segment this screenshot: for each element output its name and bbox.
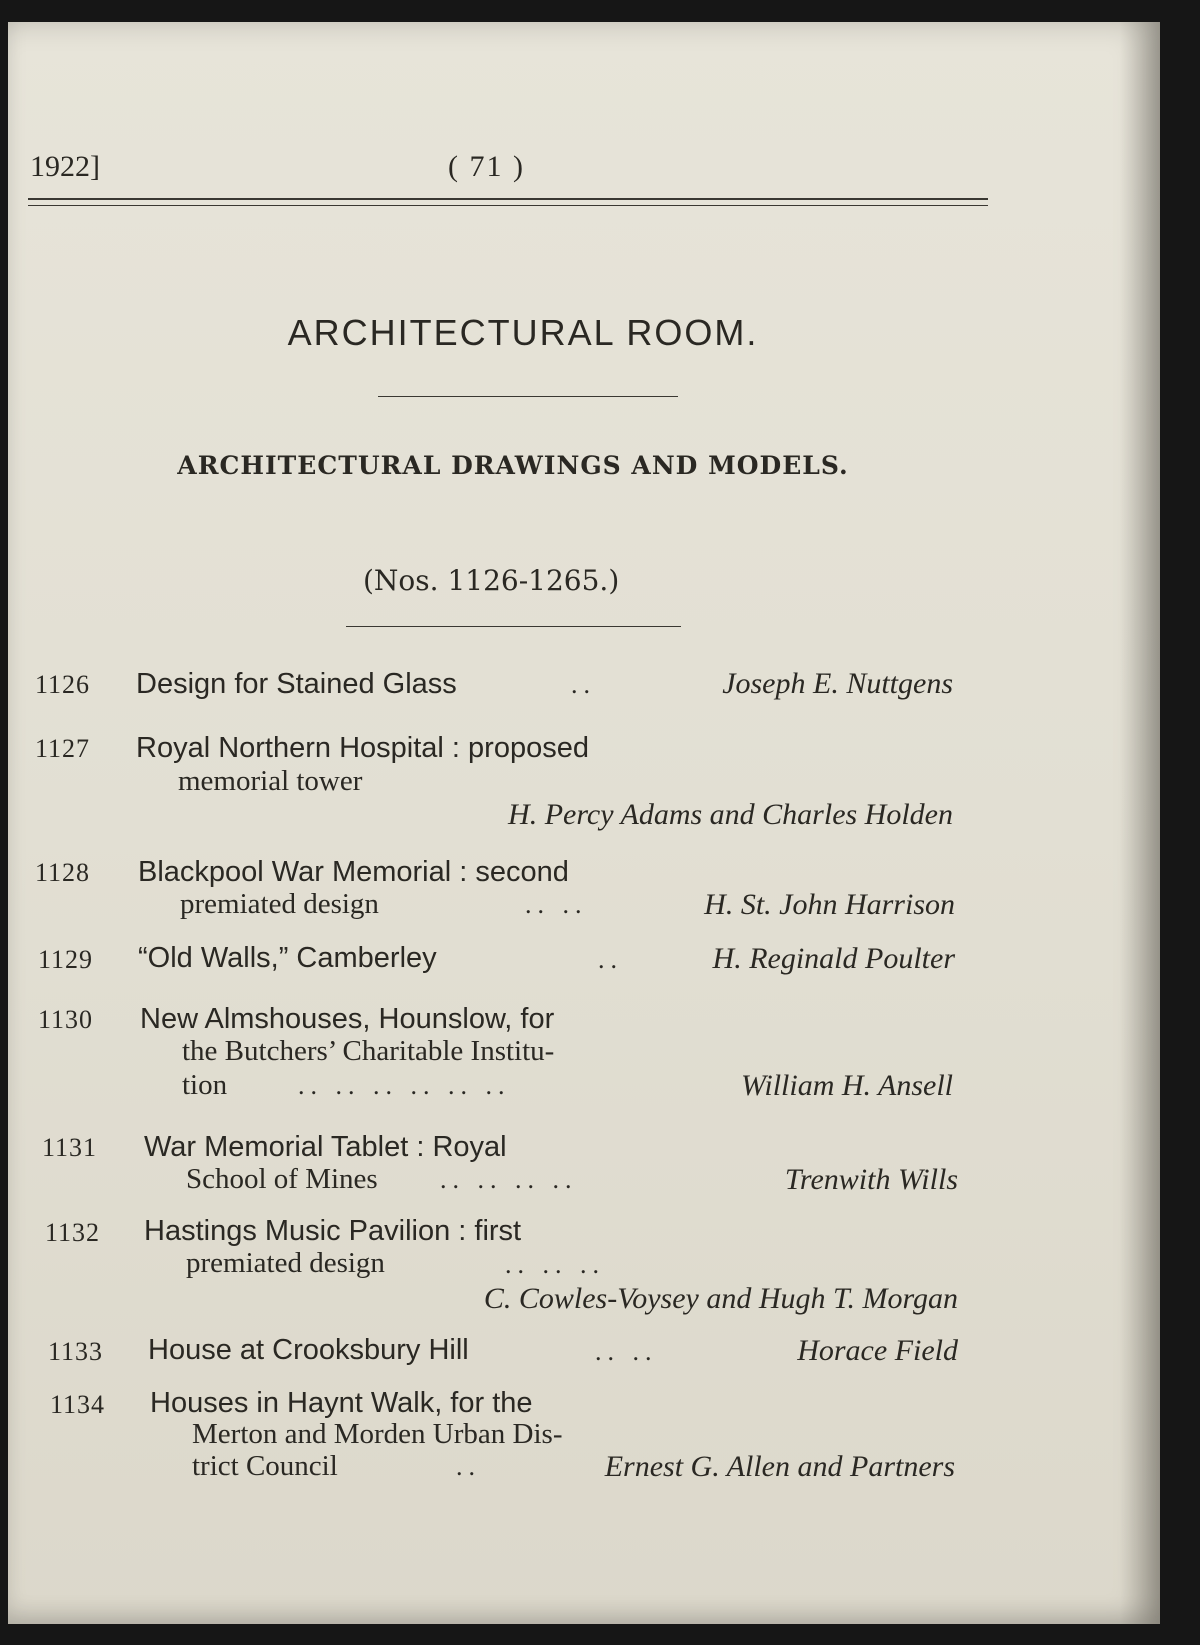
entry-number: 1133 (48, 1337, 104, 1366)
entry-number: 1131 (42, 1133, 98, 1162)
entry-title: Houses in Haynt Walk, for the (150, 1387, 533, 1419)
entry-title-line3: tion (182, 1069, 228, 1101)
entry-leader: .. .. .. .. .. .. (298, 1071, 511, 1100)
entry-title: Hastings Music Pavilion : first (144, 1215, 522, 1247)
entry-title-line2: the Butchers’ Charitable Institu- (182, 1035, 555, 1067)
entry-title: Blackpool War Memorial : second (138, 856, 569, 888)
entry-leader: .. .. .. .. (440, 1165, 578, 1194)
entry-title-line2: premiated design (186, 1247, 385, 1279)
header-rule-thin (28, 205, 988, 206)
entry-number: 1130 (38, 1005, 94, 1034)
book-page (8, 22, 1160, 1624)
header-rule (28, 198, 988, 200)
section-title: ARCHITECTURAL ROOM. (287, 312, 759, 353)
page-shadow (1120, 22, 1160, 1624)
entry-number: 1134 (50, 1390, 106, 1419)
entry-title-line2: Merton and Morden Urban Dis- (192, 1418, 563, 1450)
entry-leader: .. .. (595, 1337, 658, 1366)
entry-artist: Ernest G. Allen and Partners (604, 1450, 955, 1483)
entry-number: 1132 (45, 1218, 101, 1247)
entry-title-line2: memorial tower (178, 765, 363, 797)
entry-artist: H. Percy Adams and Charles Holden (508, 798, 953, 831)
entry-leader: .. .. (525, 890, 588, 919)
entry-artist: Horace Field (797, 1334, 958, 1367)
entry-artist: H. Reginald Poulter (712, 942, 955, 975)
entry-artist: Joseph E. Nuttgens (722, 667, 953, 700)
entry-artist: H. St. John Harrison (704, 888, 955, 921)
section-subtitle: ARCHITECTURAL DRAWINGS AND MODELS. (177, 451, 849, 480)
entry-title: Royal Northern Hospital : proposed (136, 732, 589, 764)
range-divider (346, 626, 681, 627)
entry-title: War Memorial Tablet : Royal (144, 1131, 507, 1163)
header-year: 1922] (30, 150, 100, 183)
entry-leader: .. (598, 945, 623, 974)
entry-number: 1129 (38, 945, 94, 974)
entry-artist: Trenwith Wills (784, 1163, 958, 1196)
entry-number: 1126 (35, 670, 91, 699)
entry-leader: .. .. .. (505, 1250, 605, 1279)
entry-title: New Almshouses, Hounslow, for (140, 1003, 555, 1035)
number-range: (Nos. 1126-1265.) (363, 564, 620, 597)
entry-leader: .. (456, 1452, 481, 1481)
entry-title: Design for Stained Glass (136, 668, 457, 700)
entry-leader: .. (571, 670, 596, 699)
entry-artist: C. Cowles-Voysey and Hugh T. Morgan (483, 1282, 958, 1315)
entry-title-line2: premiated design (180, 888, 379, 920)
entry-title-line3: trict Council (192, 1450, 338, 1482)
entry-title: “Old Walls,” Camberley (138, 942, 437, 974)
entry-artist: William H. Ansell (741, 1069, 953, 1102)
entry-title: House at Crooksbury Hill (148, 1334, 469, 1366)
entry-number: 1127 (35, 734, 91, 763)
title-divider (378, 396, 678, 397)
entry-number: 1128 (35, 858, 91, 887)
entry-title-line2: School of Mines (186, 1163, 378, 1195)
header-page-number: ( 71 ) (448, 150, 525, 183)
